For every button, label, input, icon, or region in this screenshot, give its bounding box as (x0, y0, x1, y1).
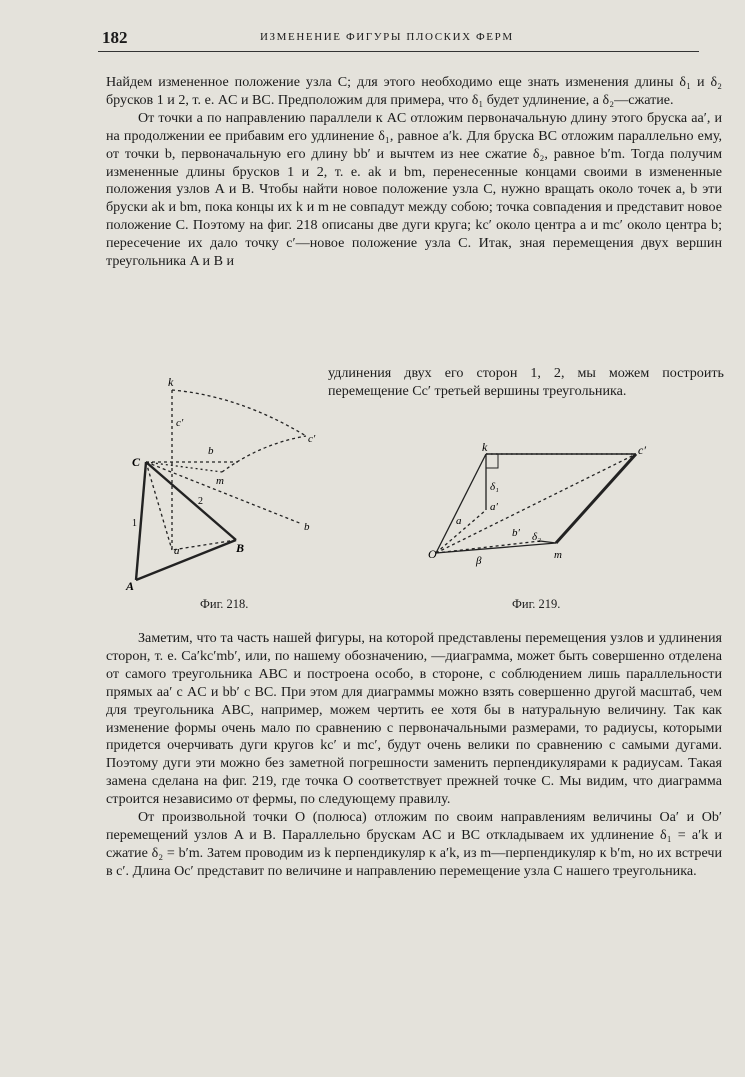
fig219-label-ap: a′ (490, 501, 498, 513)
paragraph-2-continuation: удлинения двух его сторон 1, 2, мы можем построить перемещение Cc′ третьей вершины треугольника. (328, 365, 724, 399)
fig218-label-C: C (132, 455, 141, 469)
figure-218 (110, 372, 330, 590)
page-number: 182 (102, 28, 128, 47)
fig219-label-bp: b′ (512, 527, 520, 539)
line-oa (436, 454, 486, 553)
fig218-label-2: 2 (198, 496, 203, 507)
fig219-label-m: m (554, 549, 562, 561)
fig219-label-k: k (482, 440, 488, 454)
caption-fig219: Фиг. 219. (512, 597, 561, 611)
fig218-label-a: a (174, 545, 180, 557)
header-rule (98, 51, 699, 52)
fig218-label-A: A (126, 579, 135, 590)
arc-mc (222, 436, 306, 472)
paragraph-4: От произвольной точки O (полюса) отложим по своим направлениям величины Oa′ и Ob′ перемещений узлов A и B. Параллельно брускам AC и BC откладываем их удлинение δ₁ = a′k и сжатие δ₂ = b′m. Затем проводим из k перпендикуляр к a′k, из m—перпендикуляр к b′m, но их встречи в c′. Длина Oc′ представит по величине и направлению перемещение узла C нашего треугольника. (106, 809, 722, 879)
caption-fig218: Фиг. 218. (200, 597, 249, 611)
fig219-label-d1: δ₁ (490, 481, 499, 493)
fig219-label-a: a (456, 515, 462, 527)
fig218-label-b: b (208, 445, 214, 457)
text-block-top (106, 74, 722, 271)
arc-kc (172, 390, 306, 436)
running-title: ИЗМЕНЕНИЕ ФИГУРЫ ПЛОСКИХ ФЕРМ (260, 31, 514, 43)
fig218-label-bb: b (304, 521, 310, 533)
fig218-label-B: B (236, 541, 245, 555)
paragraph-1: Найдем измененное положение узла C; для этого необходимо еще знать изменения длины δ₁ и δ₂ брусков 1 и 2, т. е. AC и BC. Предположим для примера, что δ₁ будет удлинение, а δ₂—сжатие. (106, 74, 722, 108)
bar-bc (146, 462, 236, 540)
fig219-label-O: O (428, 547, 437, 561)
bar-ac (136, 462, 146, 580)
fig218-label-1: 1 (132, 518, 137, 529)
fig218-label-c1: c′ (176, 417, 184, 429)
text-block-bottom (106, 630, 722, 881)
paragraph-2: От точки a по направлению параллели к AC отложим первоначальную длину этого бруска aa′, и на продолжении ее прибавим его удлинение δ₁, равное a′k. Для бруска BC отложим параллельно ему, от точки b, первоначальную его длину bb′ и вычтем из нее сжатие δ₂, равное b′m. Тогда получим измененные длины брусков 1 и 2, т. е. ak и bm, перенесенные концами своими в измененные положения узлов A и B. Чтобы найти новое положение узла C, нужно вращать около точек a, b эти бруски ak и bm, пока концы их k и m не совпадут между собою; точка совпадения и представит новое положение C. Поэтому на фиг. 218 описаны две дуги круга; kc′ около центра a и mc′ около центра b; пересечение их дало точку c′—новое положение узла C. Итак, зная перемещения двух вершин треугольника A и B и (106, 109, 722, 270)
dashed-ca (146, 462, 172, 550)
figure-219 (428, 440, 658, 575)
fig218-label-k: k (168, 375, 174, 389)
paragraph-3: Заметим, что та часть нашей фигуры, на которой представлены перемещения узлов и удлинения сторон, т. е. Ca′kc′mb′, или, по нашему обозначению, —диаграмма, может быть совершенно отделена от самого треугольника ABC и построена особо, в стороне, с соблюдением лишь параллельности прямых aa′ с AC и bb′ с BC. При этом для диаграммы можно взять совершенно другой масштаб, чем для треугольника ABC, например, можем чертить ее хотя бы в натуральную величину. Так как изменение формы очень мало по сравнению с первоначальными размерами, то радиусы, которыми придется очерчивать дуги кругов kc′ и mc′, будут очень велики по сравнению с самыми дугами. Поэтому дуги эти можно без заметной погрешности заменить перпендикулярами к радиусам. Такая замена сделана на фиг. 219, где точка O соответствует прежней точке C. Мы видим, что диаграмма строится независимо от фермы, по следующему правилу. (106, 630, 722, 808)
fig219-label-beta: β (476, 555, 482, 567)
fig218-label-m: m (216, 475, 224, 487)
bar-ab (136, 540, 236, 580)
fig218-label-c2: c′ (308, 433, 316, 445)
page-header (98, 24, 699, 52)
fig219-label-d2: δ₂ (532, 531, 541, 543)
fig219-label-c: c′ (638, 443, 646, 457)
